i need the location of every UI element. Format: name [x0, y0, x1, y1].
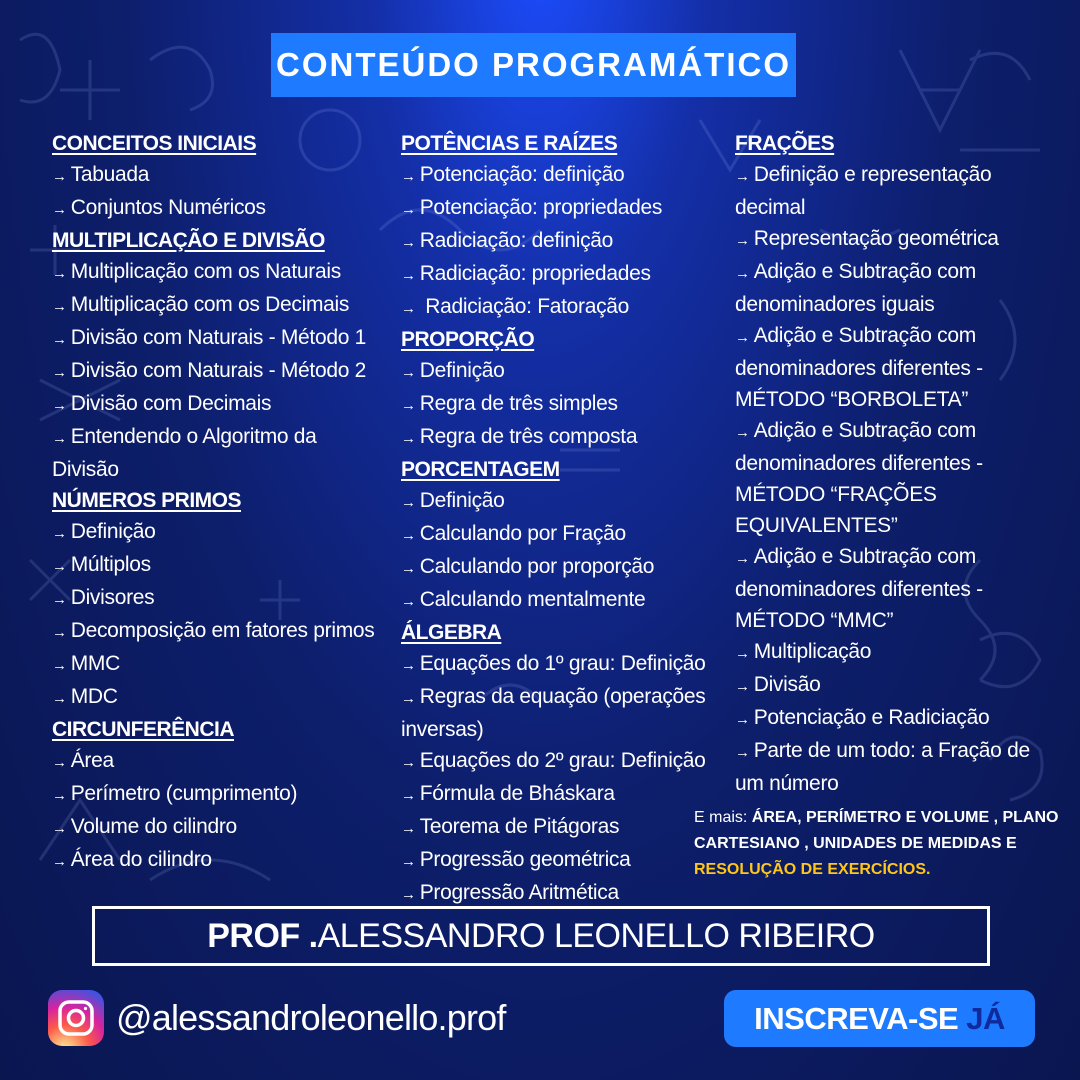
arrow-icon: → — [401, 494, 416, 511]
page-title: CONTEÚDO PROGRAMÁTICO — [271, 33, 796, 97]
arrow-icon: → — [52, 690, 67, 707]
arrow-icon: → — [52, 657, 67, 674]
arrow-icon: → — [401, 593, 416, 610]
topic-item — [401, 681, 723, 745]
subscribe-emphasis: JÁ — [966, 1000, 1005, 1036]
topic-label: Radiciação: definição — [419, 229, 614, 252]
topic-item — [52, 289, 387, 322]
teacher-name: ALESSANDRO LEONELLO RIBEIRO — [317, 916, 875, 955]
topic-label: Divisores — [70, 586, 155, 609]
topic-label: Área do cilindro — [70, 848, 212, 871]
topic-label: Potenciação: definição — [419, 163, 625, 186]
topic-label: Divisão com Decimais — [70, 392, 272, 415]
arrow-icon: → — [52, 853, 67, 870]
topic-item — [401, 551, 723, 584]
topic-item — [735, 735, 1055, 799]
topic-item — [401, 745, 723, 778]
topic-item — [52, 516, 387, 549]
section-heading: CONCEITOS INICIAIS — [52, 132, 257, 155]
arrow-icon: → — [401, 560, 416, 577]
topic-label: Multiplicação — [753, 640, 872, 663]
arrow-icon: → — [52, 820, 67, 837]
topic-label: Fórmula de Bháskara — [419, 782, 615, 805]
topic-label: Adição e Subtração com denominadores diferentes - MÉTODO “FRAÇÕES EQUIVALENTES” — [735, 419, 983, 537]
instagram-handle[interactable]: @alessandroleonello.prof — [116, 997, 506, 1038]
arrow-icon: → — [52, 331, 67, 348]
topic-label: Calculando por Fração — [419, 522, 626, 545]
topic-item — [52, 648, 387, 681]
topic-label: Adição e Subtração com denominadores diferentes - MÉTODO “MMC” — [735, 545, 983, 632]
topic-label: Volume do cilindro — [70, 815, 237, 838]
topic-item — [52, 681, 387, 714]
topic-item — [52, 256, 387, 289]
topic-item — [52, 844, 387, 877]
arrow-icon: → — [401, 886, 416, 903]
topic-label: Calculando mentalmente — [419, 588, 646, 611]
topic-item — [52, 159, 387, 192]
topic-label: Parte de um todo: a Fração de um número — [735, 739, 1030, 795]
arrow-icon: → — [52, 525, 67, 542]
arrow-icon: → — [401, 397, 416, 414]
topic-item — [52, 421, 387, 485]
syllabus-column-3 — [735, 128, 1055, 799]
topic-label: Radiciação: Fatoração — [419, 295, 630, 318]
topic-item — [401, 258, 723, 291]
topic-label: Adição e Subtração com denominadores diferentes - MÉTODO “BORBOLETA” — [735, 324, 983, 411]
topic-label: Múltiplos — [70, 553, 151, 576]
topic-label: Definição — [70, 520, 156, 543]
topic-item — [735, 541, 1055, 636]
arrow-icon: → — [401, 690, 416, 707]
topic-label: Potenciação: propriedades — [419, 196, 663, 219]
topic-item — [401, 485, 723, 518]
topic-item — [735, 669, 1055, 702]
topic-item — [401, 388, 723, 421]
topic-item — [401, 225, 723, 258]
topic-label: Progressão Aritmética — [419, 881, 619, 904]
section-heading: ÁLGEBRA — [401, 621, 502, 644]
topic-item — [735, 159, 1055, 223]
topic-label: Regras da equação (operações inversas) — [401, 685, 706, 741]
section-heading: PORCENTAGEM — [401, 458, 560, 481]
topic-item — [52, 322, 387, 355]
section-heading: POTÊNCIAS E RAÍZES — [401, 132, 618, 155]
arrow-icon: → — [735, 168, 750, 185]
arrow-icon: → — [735, 711, 750, 728]
arrow-icon: → — [401, 364, 416, 381]
topic-item — [735, 636, 1055, 669]
topic-item — [401, 584, 723, 617]
topic-label: Divisão — [753, 673, 821, 696]
section-heading: MULTIPLICAÇÃO E DIVISÃO — [52, 229, 325, 252]
syllabus-column-1 — [52, 128, 387, 877]
extra-topics-bold: ÁREA, PERÍMETRO E VOLUME , PLANO CARTESIANO , UNIDADES DE MEDIDAS E — [694, 809, 1059, 852]
arrow-icon: → — [735, 550, 750, 567]
arrow-icon: → — [401, 168, 416, 185]
arrow-icon: → — [735, 744, 750, 761]
teacher-banner — [92, 906, 990, 966]
arrow-icon: → — [52, 397, 67, 414]
topic-label: Definição e representação decimal — [735, 163, 992, 219]
topic-label: Multiplicação com os Naturais — [70, 260, 341, 283]
topic-item — [401, 291, 723, 324]
topic-item — [401, 518, 723, 551]
topic-label: Multiplicação com os Decimais — [70, 293, 350, 316]
topic-item — [735, 256, 1055, 320]
section-heading: FRAÇÕES — [735, 132, 835, 155]
topic-label: Decomposição em fatores primos — [70, 619, 375, 642]
extra-topics — [694, 805, 1064, 883]
topic-label: Equações do 1º grau: Definição — [419, 652, 706, 675]
extra-lead: E mais: — [694, 809, 752, 826]
arrow-icon: → — [735, 232, 750, 249]
subscribe-button[interactable] — [724, 990, 1035, 1047]
topic-label: Perímetro (cumprimento) — [70, 782, 298, 805]
topic-item — [401, 811, 723, 844]
syllabus-column-2 — [401, 128, 723, 910]
topic-item — [401, 778, 723, 811]
topic-item — [52, 192, 387, 225]
arrow-icon: → — [401, 527, 416, 544]
arrow-icon: → — [401, 657, 416, 674]
arrow-icon: → — [401, 234, 416, 251]
topic-item — [52, 355, 387, 388]
topic-label: Definição — [419, 359, 505, 382]
section-heading: NÚMEROS PRIMOS — [52, 489, 242, 512]
topic-label: Progressão geométrica — [419, 848, 631, 871]
arrow-icon: → — [52, 201, 67, 218]
topic-label: Tabuada — [70, 163, 150, 186]
instagram-icon — [48, 990, 104, 1046]
topic-label: Conjuntos Numéricos — [70, 196, 266, 219]
arrow-icon: → — [735, 645, 750, 662]
topic-item — [735, 320, 1055, 415]
topic-label: Divisão com Naturais - Método 2 — [70, 359, 367, 382]
arrow-icon: → — [52, 168, 67, 185]
section-heading: CIRCUNFERÊNCIA — [52, 718, 234, 741]
topic-item — [52, 778, 387, 811]
topic-item — [401, 159, 723, 192]
arrow-icon: → — [52, 364, 67, 381]
topic-label: Equações do 2º grau: Definição — [419, 749, 706, 772]
topic-item — [52, 811, 387, 844]
arrow-icon: → — [735, 329, 750, 346]
topic-item — [735, 415, 1055, 541]
arrow-icon: → — [52, 787, 67, 804]
section-heading: PROPORÇÃO — [401, 328, 535, 351]
topic-label: MDC — [70, 685, 118, 708]
arrow-icon: → — [401, 430, 416, 447]
topic-label: Divisão com Naturais - Método 1 — [70, 326, 367, 349]
topic-item — [735, 223, 1055, 256]
arrow-icon: → — [401, 754, 416, 771]
arrow-icon: → — [401, 820, 416, 837]
topic-item — [52, 615, 387, 648]
topic-label: Definição — [419, 489, 505, 512]
arrow-icon: → — [401, 201, 416, 218]
topic-label: Potenciação e Radiciação — [753, 706, 990, 729]
topic-label: Entendendo o Algoritmo da Divisão — [52, 425, 317, 481]
topic-item — [52, 582, 387, 615]
topic-item — [401, 421, 723, 454]
arrow-icon: → — [401, 300, 416, 317]
arrow-icon: → — [735, 265, 750, 282]
arrow-icon: → — [735, 424, 750, 441]
arrow-icon: → — [735, 678, 750, 695]
topic-label: Calculando por proporção — [419, 555, 655, 578]
subscribe-label: INSCREVA-SE — [754, 1000, 959, 1036]
topic-item — [52, 745, 387, 778]
topic-item — [401, 844, 723, 877]
arrow-icon: → — [52, 265, 67, 282]
topic-label: Regra de três simples — [419, 392, 618, 415]
arrow-icon: → — [401, 267, 416, 284]
arrow-icon: → — [52, 591, 67, 608]
topic-item — [735, 702, 1055, 735]
topic-item — [52, 388, 387, 421]
arrow-icon: → — [401, 853, 416, 870]
topic-label: Adição e Subtração com denominadores iguais — [735, 260, 976, 316]
arrow-icon: → — [52, 558, 67, 575]
topic-label: Radiciação: propriedades — [419, 262, 651, 285]
topic-label: Teorema de Pitágoras — [419, 815, 620, 838]
extra-highlight: RESOLUÇÃO DE EXERCÍCIOS. — [694, 861, 931, 878]
instagram-link[interactable] — [48, 990, 506, 1046]
teacher-prefix: PROF . — [207, 916, 318, 955]
arrow-icon: → — [401, 787, 416, 804]
topic-label: Representação geométrica — [753, 227, 999, 250]
topic-label: Regra de três composta — [419, 425, 638, 448]
topic-item — [52, 549, 387, 582]
topic-item — [401, 355, 723, 388]
topic-item — [401, 648, 723, 681]
arrow-icon: → — [52, 298, 67, 315]
arrow-icon: → — [52, 754, 67, 771]
topic-item — [401, 192, 723, 225]
arrow-icon: → — [52, 430, 67, 447]
topic-label: Área — [70, 749, 114, 772]
topic-label: MMC — [70, 652, 120, 675]
arrow-icon: → — [52, 624, 67, 641]
